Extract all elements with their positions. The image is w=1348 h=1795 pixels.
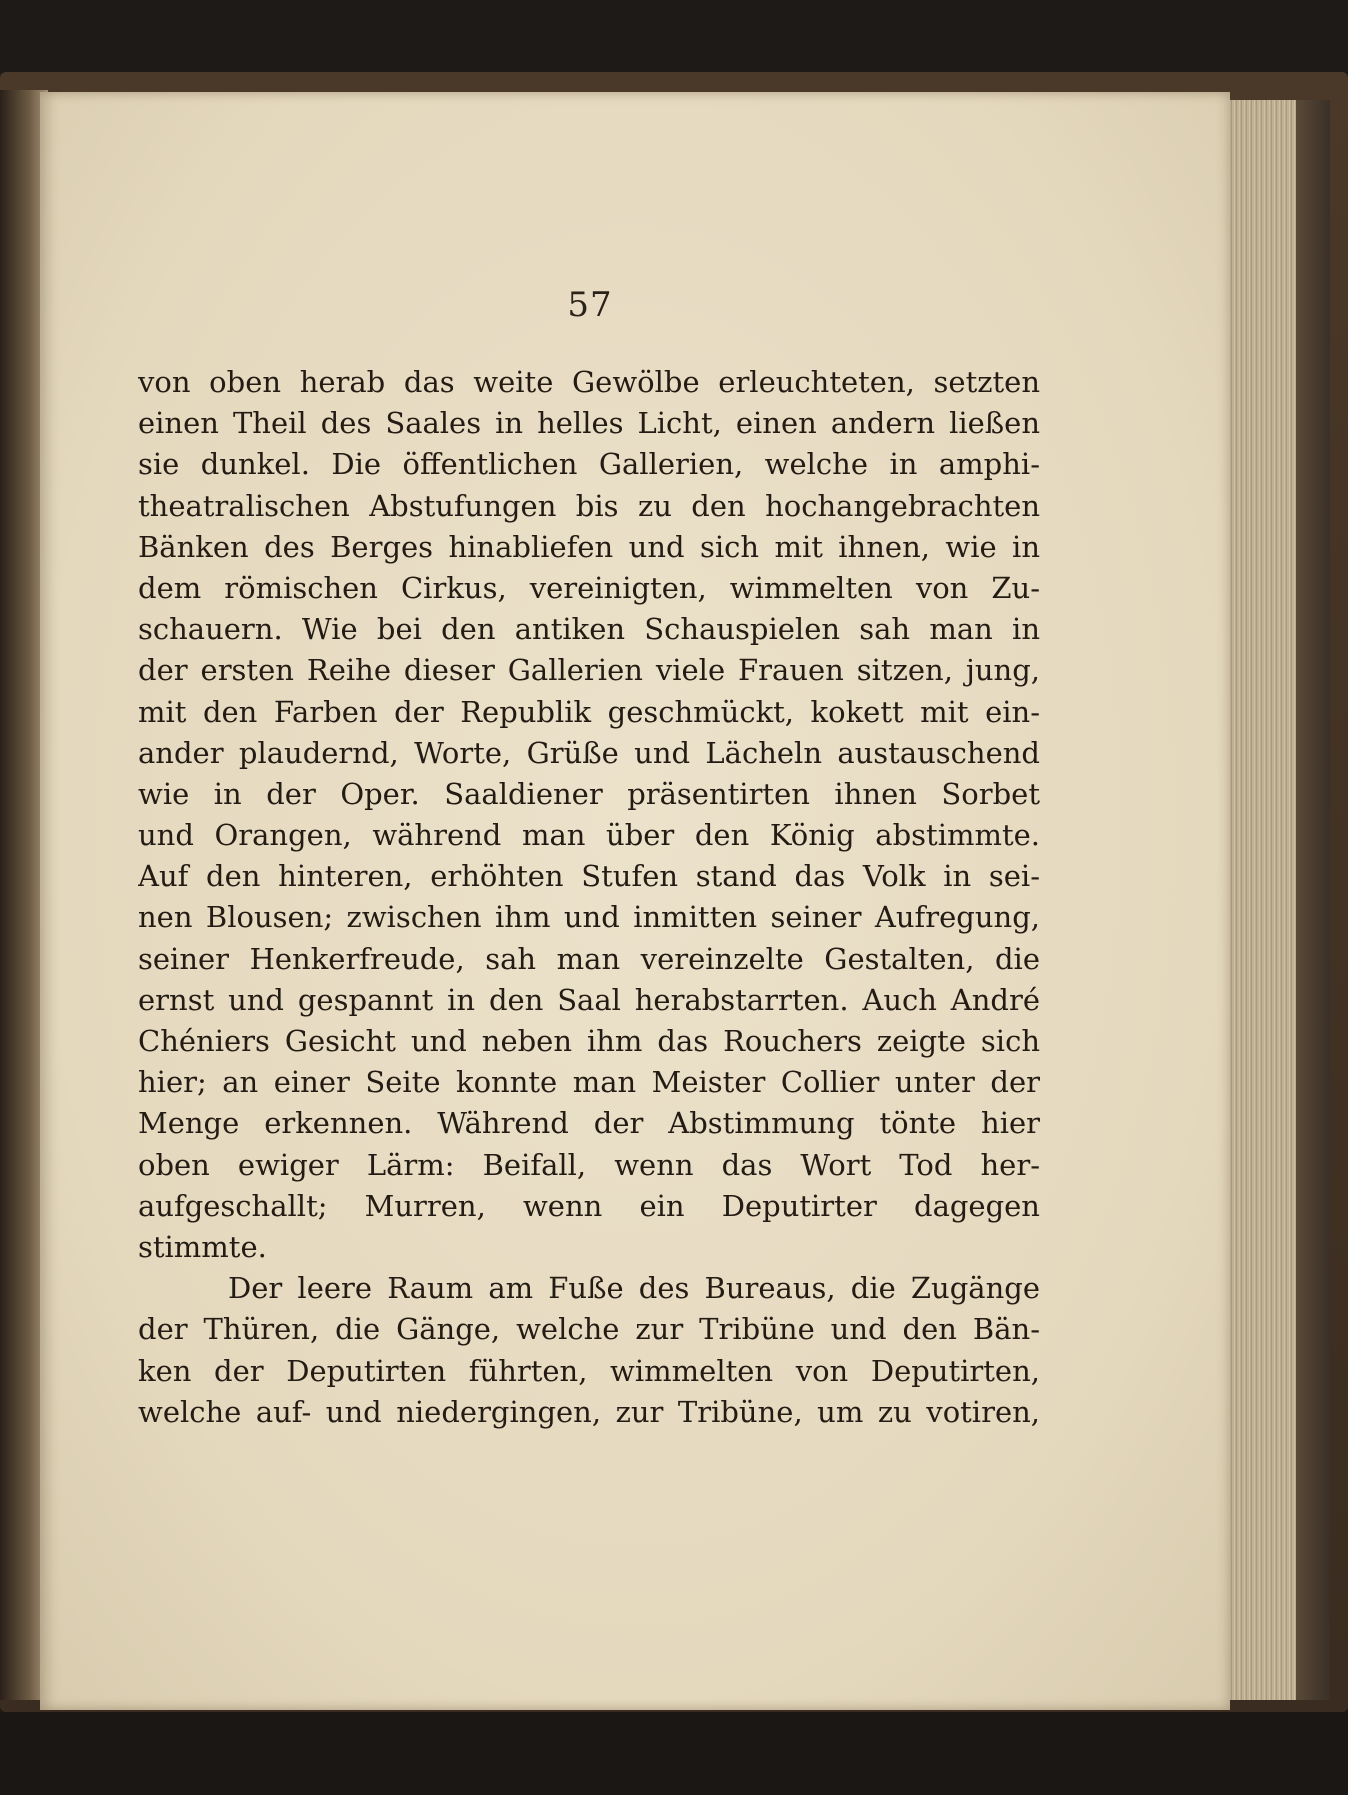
text-line: hier; an einer Seite konnte man Meister Collier unter der [138,1065,1040,1100]
text-line: der ersten Reihe dieser Gallerien viele Frauen sitzen, jung, [138,653,1040,688]
text-line: wie in der Oper. Saaldiener präsentirten ihnen Sorbet [138,776,1040,811]
text-line: aufgeschallt; Murren, wenn ein Deputirter dagegen [138,1188,1040,1223]
text-line: mit den Farben der Republik geschmückt, kokett mit ein- [138,694,1040,729]
cover-edge [1296,100,1330,1700]
paragraph-start-line: Der leere Raum am Fuße des Bureaus, die Zugänge [228,1271,1040,1306]
text-line: von oben herab das weite Gewölbe erleuchteten, setzten [138,365,1040,399]
text-line: Menge erkennen. Während der Abstimmung tönte hier [138,1106,1040,1141]
text-line: ander plaudernd, Worte, Grüße und Lächeln austauschend [138,735,1040,770]
text-line: ken der Deputirten führten, wimmelten von Deputirten, [138,1353,1040,1388]
page-number: 57 [567,285,613,325]
text-line: oben ewiger Lärm: Beifall, wenn das Wort Tod her- [138,1147,1040,1182]
text-line: stimmte. [138,1229,267,1264]
background-strip [0,1712,1348,1795]
text-line: Chéniers Gesicht und neben ihm das Rouchers zeigte sich [138,1024,1040,1058]
text-line: sie dunkel. Die öffentlichen Gallerien, welche in amphi- [138,447,1040,482]
text-line: nen Blousen; zwischen ihm und inmitten seiner Aufregung, [138,900,1040,935]
text-line: einen Theil des Saales in helles Licht, einen andern ließen [138,406,1040,441]
text-line: und Orangen, während man über den König abstimmte. [138,818,1040,853]
text-line: der Thüren, die Gänge, welche zur Tribüne und den Bän- [138,1312,1040,1347]
text-line: dem römischen Cirkus, vereinigten, wimmelten von Zu- [138,570,1040,605]
body-text [138,362,1040,1433]
text-line: Bänken des Berges hinabliefen und sich mit ihnen, wie in [138,529,1040,564]
page-edges [1228,100,1298,1700]
text-line: ernst und gespannt in den Saal herabstarrten. Auch André [138,982,1040,1017]
text-line: welche auf- und niedergingen, zur Tribüne, um zu votiren, [138,1394,1040,1429]
text-line: seiner Henkerfreude, sah man vereinzelte Gestalten, die [138,941,1040,976]
text-line: theatralischen Abstufungen bis zu den hochangebrachten [138,488,1040,523]
text-line: schauern. Wie bei den antiken Schauspielen sah man in [138,612,1040,647]
text-line: Auf den hinteren, erhöhten Stufen stand das Volk in sei- [138,859,1040,894]
